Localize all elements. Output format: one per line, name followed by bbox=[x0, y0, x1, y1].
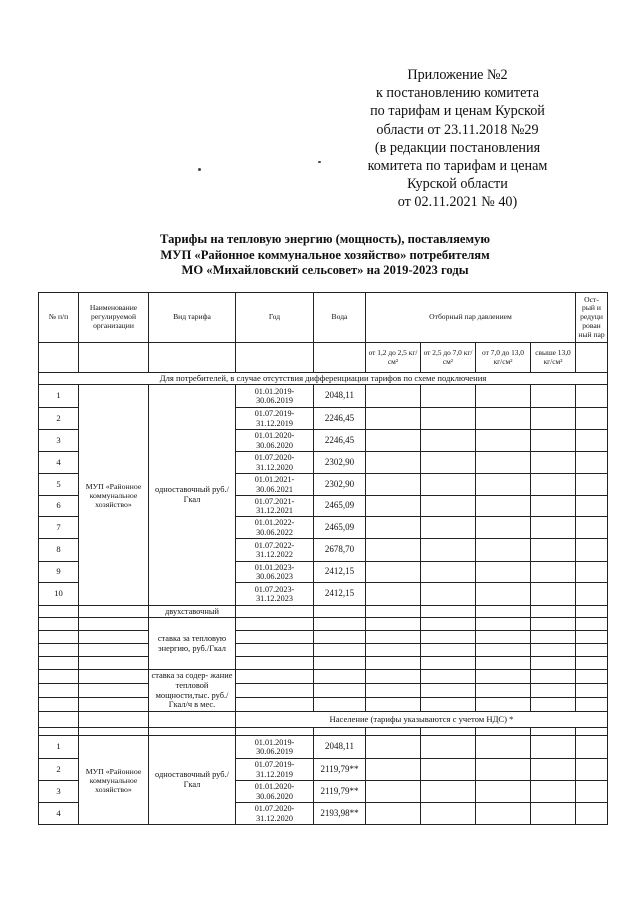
subheader-row bbox=[39, 343, 608, 373]
row-number: 3 bbox=[39, 781, 79, 803]
appendix-line: Приложение №2 bbox=[407, 67, 508, 83]
row-number: 1 bbox=[39, 385, 79, 408]
row-number: 4 bbox=[39, 452, 79, 474]
document-title bbox=[60, 232, 590, 279]
appendix-line: к постановлению комитета bbox=[375, 85, 540, 102]
water-tariff-cell: 2193,98** bbox=[314, 803, 366, 825]
organization-cell: МУП «Районное коммунальное хозяйство» bbox=[79, 385, 149, 606]
appendix-line: комитета по тарифам и ценам bbox=[367, 158, 548, 175]
spacer-row bbox=[39, 728, 608, 736]
period-cell: 01.07.2021- 31.12.2021 bbox=[236, 496, 314, 517]
title-line: МО «Михайловский сельсовет» на 2019-2023 годы bbox=[181, 263, 469, 277]
appendix-block bbox=[330, 66, 585, 212]
tariff-kind-cell: одноставочный руб./Гкал bbox=[149, 385, 236, 606]
header-num: № п/п bbox=[39, 293, 79, 343]
tariff-kind-cell: одноставочный руб./Гкал bbox=[149, 736, 236, 825]
period-cell: 01.07.2022- 31.12.2022 bbox=[236, 539, 314, 562]
water-tariff-cell: 2412,15 bbox=[314, 583, 366, 606]
water-tariff-cell: 2048,11 bbox=[314, 385, 366, 408]
water-tariff-cell: 2119,79** bbox=[314, 781, 366, 803]
section-row bbox=[39, 712, 608, 728]
row-number: 7 bbox=[39, 517, 79, 539]
header-water: Вода bbox=[314, 293, 366, 343]
subheader-pressure-4: свыше 13,0 кг/см² bbox=[531, 343, 576, 373]
water-tariff-cell: 2302,90 bbox=[314, 474, 366, 496]
rate-capacity-label: ставка за содер- жание тепловой мощности,тыс. руб./Гкал/ч в мес. bbox=[149, 670, 236, 712]
period-cell: 01.01.2020- 30.06.2020 bbox=[236, 781, 314, 803]
period-cell: 01.07.2019- 31.12.2019 bbox=[236, 408, 314, 430]
table-row bbox=[39, 606, 608, 618]
subheader-pressure-2: от 2,5 до 7,0 кг/см² bbox=[421, 343, 476, 373]
header-row bbox=[39, 293, 608, 343]
row-number: 10 bbox=[39, 583, 79, 606]
water-tariff-cell: 2246,45 bbox=[314, 430, 366, 452]
table-row bbox=[39, 618, 608, 631]
table-row bbox=[39, 657, 608, 670]
table-row bbox=[39, 684, 608, 698]
period-cell: 01.01.2019- 30.06.2019 bbox=[236, 736, 314, 759]
scan-speck bbox=[318, 161, 321, 163]
water-tariff-cell: 2048,11 bbox=[314, 736, 366, 759]
period-cell: 01.07.2023- 31.12.2023 bbox=[236, 583, 314, 606]
period-cell: 01.07.2020- 31.12.2020 bbox=[236, 803, 314, 825]
appendix-line: по тарифам и ценам Курской bbox=[370, 103, 545, 120]
row-number: 5 bbox=[39, 474, 79, 496]
row-number: 4 bbox=[39, 803, 79, 825]
section-population: Население (тарифы указываются с учетом НДС) * bbox=[236, 712, 608, 728]
table-row bbox=[39, 644, 608, 657]
water-tariff-cell: 2465,09 bbox=[314, 517, 366, 539]
table-row bbox=[39, 670, 608, 684]
water-tariff-cell: 2465,09 bbox=[314, 496, 366, 517]
table-row bbox=[39, 698, 608, 712]
period-cell: 01.01.2022- 30.06.2022 bbox=[236, 517, 314, 539]
row-number: 8 bbox=[39, 539, 79, 562]
row-number: 9 bbox=[39, 562, 79, 583]
tariff-rows-population bbox=[39, 736, 608, 825]
organization-cell: МУП «Районное коммунальное хозяйство» bbox=[79, 736, 149, 825]
header-org: Наименование регулируемой организации bbox=[79, 293, 149, 343]
header-sharp-steam: Ост- рый и редуци рован ный пар bbox=[576, 293, 608, 343]
section-consumers: Для потребителей, в случае отсутствия дифференциации тарифов по схеме подключения bbox=[39, 373, 608, 385]
tariff-rows-consumers bbox=[39, 385, 608, 606]
subheader-pressure-1: от 1,2 до 2,5 кг/см² bbox=[366, 343, 421, 373]
appendix-line: Курской области bbox=[407, 176, 508, 193]
water-tariff-cell: 2302,90 bbox=[314, 452, 366, 474]
header-steam: Отборный пар давлением bbox=[366, 293, 576, 343]
subheader-pressure-3: от 7,0 до 13,0 кг/см² bbox=[476, 343, 531, 373]
water-tariff-cell: 2678,70 bbox=[314, 539, 366, 562]
scan-speck bbox=[198, 168, 201, 171]
water-tariff-cell: 2246,45 bbox=[314, 408, 366, 430]
row-number: 1 bbox=[39, 736, 79, 759]
title-line: МУП «Районное коммунальное хозяйство» потребителям bbox=[160, 247, 490, 262]
period-cell: 01.07.2019- 31.12.2019 bbox=[236, 759, 314, 781]
period-cell: 01.07.2020- 31.12.2020 bbox=[236, 452, 314, 474]
water-tariff-cell: 2412,15 bbox=[314, 562, 366, 583]
appendix-line: области от 23.11.2018 №29 bbox=[376, 121, 539, 138]
period-cell: 01.01.2019- 30.06.2019 bbox=[236, 385, 314, 408]
table-row bbox=[39, 736, 608, 759]
two-part-label: двухставочный bbox=[149, 606, 236, 618]
row-number: 6 bbox=[39, 496, 79, 517]
appendix-line: от 02.11.2021 № 40) bbox=[397, 194, 518, 211]
section-row bbox=[39, 373, 608, 385]
title-line: Тарифы на тепловую энергию (мощность), поставляемую bbox=[160, 232, 490, 246]
table-row bbox=[39, 631, 608, 644]
header-kind: Вид тарифа bbox=[149, 293, 236, 343]
water-tariff-cell: 2119,79** bbox=[314, 759, 366, 781]
period-cell: 01.01.2020- 30.06.2020 bbox=[236, 430, 314, 452]
tariff-table bbox=[38, 292, 608, 825]
row-number: 2 bbox=[39, 408, 79, 430]
period-cell: 01.01.2021- 30.06.2021 bbox=[236, 474, 314, 496]
appendix-line: (в редакции постановления bbox=[374, 139, 541, 156]
table-row bbox=[39, 385, 608, 408]
row-number: 2 bbox=[39, 759, 79, 781]
period-cell: 01.01.2023- 30.06.2023 bbox=[236, 562, 314, 583]
rate-energy-label: ставка за тепловую энергию, руб./Гкал bbox=[149, 618, 236, 670]
row-number: 3 bbox=[39, 430, 79, 452]
header-year: Год bbox=[236, 293, 314, 343]
